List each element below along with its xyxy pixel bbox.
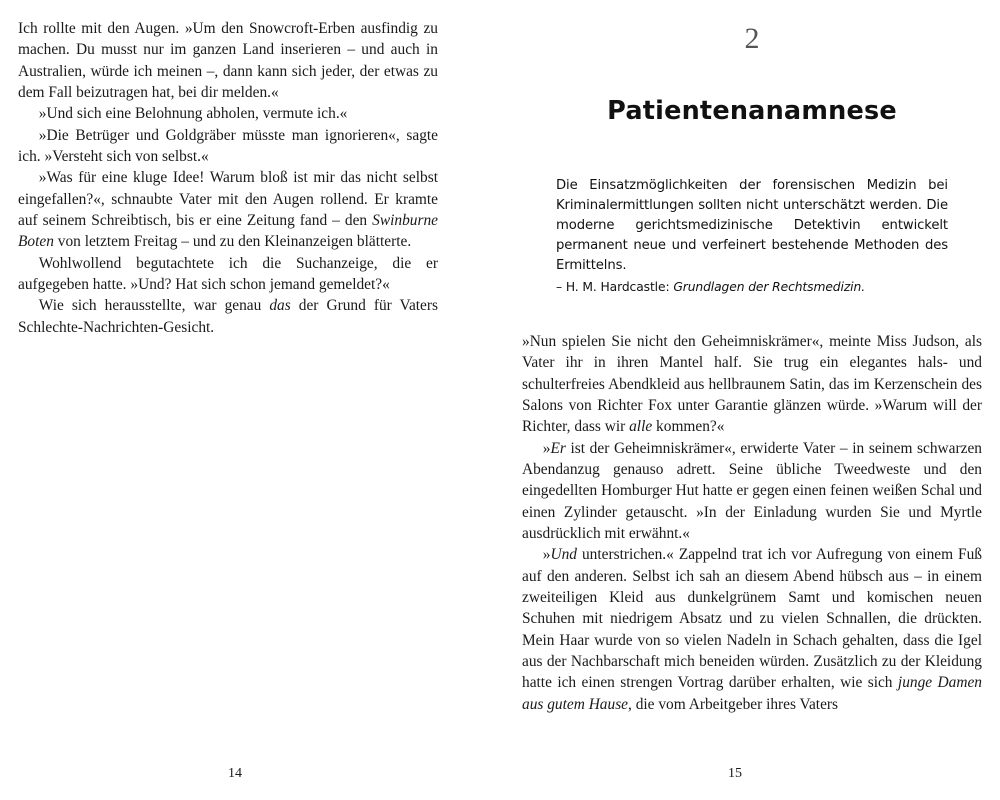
paragraph	[18, 167, 438, 252]
text-run: »Nun spielen Sie nicht den Geheimniskrämer«, meinte Miss Judson, als Vater ihr in ihren Mantel half. Sie trug ein elegantes hals- und schulterfreies Abendkleid aus hellbraunem Satin, das im Kerzenschein des Salons von Richter Fox unter Garantie glänzen würde. »Warum will der Richter, dass wir	[522, 333, 982, 436]
italic-text: Und	[550, 546, 577, 564]
text-run: kommen?«	[652, 418, 725, 436]
paragraph	[18, 18, 438, 103]
left-page	[0, 0, 470, 800]
epigraph-attribution	[556, 278, 948, 297]
italic-text: Swinburne Boten	[18, 211, 438, 251]
right-page-text	[522, 331, 982, 715]
chapter-number: 2	[744, 22, 760, 55]
text-run: der Grund für Vaters Schlechte-Nachrichten-Gesicht.	[18, 297, 438, 336]
chapter-title: Patientenanamnese	[607, 96, 897, 126]
left-page-text	[18, 18, 438, 338]
italic-text: junge Damen aus gutem Hause	[522, 674, 982, 713]
text-run: »Die Betrüger und Goldgräber müsste man ignorieren«, sagte ich. »Versteht sich von selbst.«	[18, 126, 438, 165]
text-run: , die vom Arbeitgeber ihres Vaters	[628, 695, 839, 713]
epigraph-text: Die Einsatzmöglichkeiten der forensischen Medizin bei Kriminalermittlungen sollten nicht unterschätzt werden. Die moderne gerichtsmedizinische Detektivin entwickelt permanent neue und verfeinert bestehende Methoden des Ermittelns.	[556, 178, 948, 274]
paragraph	[18, 295, 438, 338]
text-run: »Was für eine kluge Idee! Warum bloß ist mir das nicht selbst eingefallen?«, schnaubte Vater mit den Augen rollend. Er kramte auf seinem Schreibtisch, bis er eine Zeitung fand – den	[18, 169, 438, 229]
text-run: unterstrichen.« Zappelnd trat ich vor Aufregung von einem Fuß auf den anderen. Selbst ich sah an diesem Abend hübsch aus – in einem zweiteiligen Kleid aus dunkelgrünem Samt und komischen neuen Schuhen mit niedrigem Absatz und zu vielen Schnallen, die drückten. Mein Haar wurde von so vielen Nadeln in Schach gehalten, dass die Igel aus der Nachbarschaft mich beneiden würden. Zusätzlich zu der Kleidung hatte ich einen strengen Vortrag darüber erhalten, wie sich	[522, 546, 982, 692]
paragraph	[522, 438, 982, 545]
text-run: Wohlwollend begutachtete ich die Suchanzeige, die er aufgegeben hatte. »Und? Hat sich schon jemand gemeldet?«	[18, 254, 438, 293]
text-run: von letztem Freitag – und zu den Kleinanzeigen blätterte.	[53, 233, 412, 251]
right-page	[470, 0, 1000, 800]
page-number-left: 14	[228, 766, 242, 781]
paragraph	[522, 544, 982, 715]
paragraph	[522, 331, 982, 438]
paragraph	[18, 253, 438, 296]
text-run: »Und sich eine Belohnung abholen, vermute ich.«	[38, 105, 348, 123]
epigraph-attribution-work: Grundlagen der Rechtsmedizin.	[673, 280, 865, 295]
text-run: Ich rollte mit den Augen. »Um den Snowcroft-Erben ausfindig zu machen. Du musst nur im ganzen Land inserieren – und auch in Australien, würde ich meinen –, dann kann sich jeder, der etwas zu dem Fall beizutragen hat, bei dir melden.«	[18, 20, 438, 101]
paragraph	[18, 125, 438, 168]
italic-text: Er	[550, 439, 566, 457]
page-number-right: 15	[728, 766, 742, 781]
paragraph	[18, 103, 438, 124]
italic-text: alle	[629, 418, 653, 436]
text-run: ist der Geheimniskrämer«, erwiderte Vater – in seinem schwarzen Abendanzug genauso adrett. Seine übliche Tweedweste und den eingedellten Homburger Hut hatte er gegen einen feinen weißen Schal und einen Zylinder getauscht. »In der Einladung wurden Sie und Myrtle ausdrücklich mit erwähnt.«	[522, 439, 982, 542]
epigraph	[556, 176, 948, 297]
italic-text: das	[269, 297, 291, 315]
text-run: Wie sich herausstellte, war genau	[38, 297, 270, 315]
text-run: »	[542, 546, 551, 564]
epigraph-attribution-prefix: – H. M. Hardcastle:	[556, 280, 674, 295]
text-run: »	[542, 439, 551, 457]
